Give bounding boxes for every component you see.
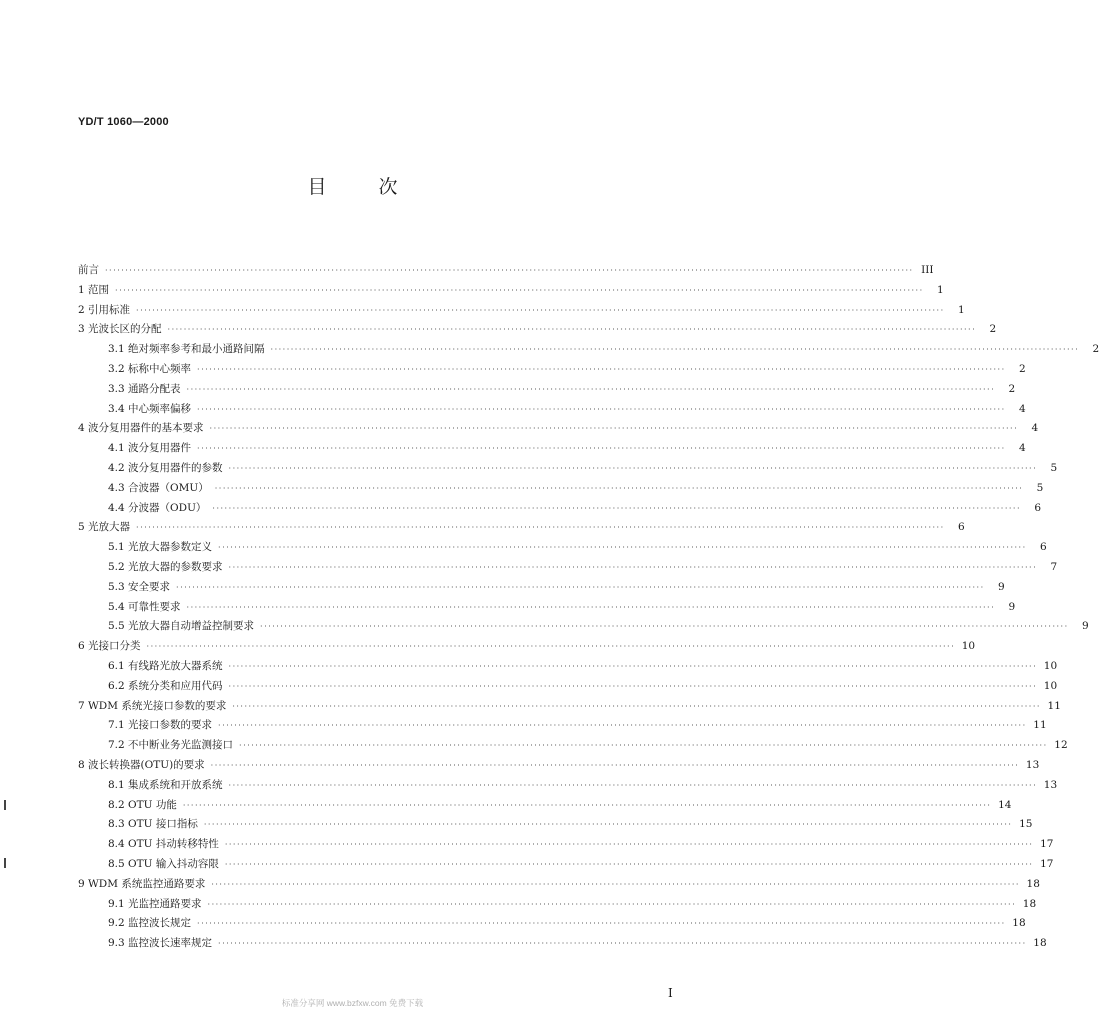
toc-entry-label: 6.1 有线路光放大器系统: [108, 659, 223, 672]
toc-entry-page: 7: [1050, 560, 1058, 573]
toc-entry[interactable]: [78, 360, 1026, 380]
toc-entry-label: 4 波分复用器件的基本要求: [78, 422, 204, 435]
scan-mark: [4, 858, 6, 868]
table-of-contents: [78, 261, 1099, 954]
toc-leader-dots: ········································································································································································································: [228, 562, 1038, 572]
toc-entry[interactable]: [78, 400, 1026, 420]
toc-entry-page: 18: [1033, 937, 1047, 950]
toc-entry-label: 5.5 光放大器自动增益控制要求: [108, 620, 255, 633]
toc-entry-page: 6: [1034, 501, 1042, 514]
toc-entry[interactable]: [78, 855, 1054, 875]
toc-entry-label: 3.3 通路分配表: [108, 382, 181, 395]
toc-entry-label: 8.5 OTU 输入抖动容限: [108, 857, 219, 870]
toc-leader-dots: ········································································································································································································: [260, 622, 1069, 632]
page-number: I: [668, 986, 673, 1000]
toc-entry-page: 4: [1018, 442, 1026, 455]
toc-entry[interactable]: [78, 281, 944, 301]
toc-entry-page: 10: [961, 640, 976, 653]
toc-entry-page: 18: [1012, 917, 1026, 930]
toc-leader-dots: ········································································································································································································: [186, 602, 996, 612]
toc-leader-dots: ········································································································································································································: [228, 463, 1038, 473]
toc-leader-dots: ········································································································································································································: [105, 266, 914, 275]
toc-entry[interactable]: [78, 895, 1037, 915]
toc-entry[interactable]: [78, 736, 1068, 756]
toc-leader-dots: ········································································································································································································: [218, 543, 1027, 553]
footer-watermark: 标准分享网 www.bzfxw.com 免费下载: [281, 998, 424, 1008]
toc-entry-page: 1: [957, 303, 965, 316]
toc-leader-dots: ········································································································································································································: [197, 364, 1006, 374]
toc-entry-label: 8 波长转换器(OTU)的要求: [78, 758, 205, 771]
toc-entry[interactable]: [78, 598, 1016, 618]
toc-entry-label: 4.3 合波器（OMU）: [108, 481, 209, 494]
toc-leader-dots: ········································································································································································································: [146, 642, 956, 652]
toc-entry[interactable]: [78, 459, 1058, 479]
toc-leader-dots: ········································································································································································································: [214, 483, 1024, 493]
toc-leader-dots: ········································································································································································································: [207, 899, 1017, 909]
toc-leader-dots: ········································································································································································································: [167, 325, 977, 335]
toc-leader-dots: ········································································································································································································: [186, 384, 996, 394]
toc-entry-page: 13: [1025, 758, 1040, 771]
toc-entry[interactable]: [78, 637, 976, 657]
toc-leader-dots: ········································································································································································································: [176, 582, 985, 592]
toc-entry[interactable]: [78, 479, 1044, 499]
toc-leader-dots: ········································································································································································································: [210, 760, 1020, 770]
toc-entry[interactable]: [78, 301, 965, 321]
toc-entry-label: 5.4 可靠性要求: [108, 600, 181, 613]
toc-leader-dots: ········································································································································································································: [239, 741, 1048, 751]
toc-entry-label: 5.1 光放大器参数定义: [108, 541, 213, 554]
toc-entry-label: 5 光放大器: [78, 521, 131, 534]
toc-entry-page: 2: [989, 323, 997, 336]
toc-entry[interactable]: [78, 815, 1033, 835]
toc-entry-page: 17: [1040, 857, 1054, 870]
toc-entry-label: 3.1 绝对频率参考和最小通路间隔: [108, 343, 265, 356]
toc-entry-page: 13: [1043, 778, 1058, 791]
toc-leader-dots: ········································································································································································································: [270, 345, 1080, 355]
toc-entry-page: 10: [1043, 659, 1058, 672]
toc-entry-page: 14: [998, 798, 1012, 811]
toc-entry-page: 18: [1026, 877, 1040, 890]
toc-entry-label: 7.2 不中断业务光监测接口: [108, 739, 234, 752]
toc-entry[interactable]: [78, 756, 1040, 776]
toc-entry-label: 6 光接口分类: [78, 640, 141, 653]
toc-entry-label: 7.1 光接口参数的要求: [108, 719, 213, 732]
toc-entry-label: 5.2 光放大器的参数要求: [108, 560, 223, 573]
toc-leader-dots: ········································································································································································································: [197, 404, 1006, 414]
toc-entry-label: 9.3 监控波长速率规定: [108, 937, 213, 950]
toc-entry[interactable]: [78, 934, 1047, 954]
toc-leader-dots: ········································································································································································································: [224, 859, 1034, 869]
toc-entry-label: 9.1 光监控通路要求: [108, 897, 202, 910]
toc-leader-dots: ········································································································································································································: [228, 780, 1038, 790]
toc-entry-page: 2: [1018, 362, 1026, 375]
toc-entry-page: 6: [1039, 541, 1047, 554]
toc-entry-label: 9.2 监控波长规定: [108, 917, 192, 930]
toc-leader-dots: ········································································································································································································: [182, 800, 992, 810]
toc-entry[interactable]: [78, 617, 1089, 637]
toc-entry-page: 1: [936, 283, 944, 296]
toc-entry-page: 4: [1018, 402, 1026, 415]
toc-leader-dots: ········································································································································································································: [197, 444, 1006, 454]
toc-entry-page: 2: [1092, 343, 1099, 356]
toc-leader-dots: ········································································································································································································: [228, 681, 1038, 691]
toc-entry[interactable]: [78, 320, 997, 340]
toc-entry[interactable]: [78, 340, 1099, 360]
toc-entry[interactable]: [78, 419, 1039, 439]
toc-entry[interactable]: [78, 716, 1047, 736]
page-title: 目次: [307, 176, 450, 198]
toc-entry-page: 11: [1047, 699, 1061, 712]
toc-leader-dots: ········································································································································································································: [224, 840, 1034, 850]
toc-entry-page: III: [921, 264, 934, 276]
toc-entry-page: 9: [997, 580, 1005, 593]
toc-entry[interactable]: [78, 835, 1054, 855]
toc-entry[interactable]: [78, 657, 1058, 677]
standard-code: YD/T 1060—2000: [78, 116, 169, 128]
toc-entry[interactable]: [78, 538, 1047, 558]
toc-leader-dots: ········································································································································································································: [203, 820, 1013, 830]
toc-entry[interactable]: [78, 261, 934, 281]
toc-entry-label: 3 光波长区的分配: [78, 323, 162, 336]
toc-entry-label: 3.4 中心频率偏移: [108, 402, 192, 415]
toc-entry-label: 前言: [78, 264, 99, 276]
toc-entry[interactable]: [78, 578, 1005, 598]
toc-leader-dots: ········································································································································································································: [218, 721, 1027, 731]
toc-entry[interactable]: [78, 697, 1061, 717]
toc-entry-page: 10: [1043, 679, 1058, 692]
toc-entry-label: 1 范围: [78, 283, 110, 296]
toc-entry-page: 11: [1033, 719, 1047, 732]
toc-entry-label: 4.2 波分复用器件的参数: [108, 461, 223, 474]
toc-entry-page: 17: [1040, 838, 1054, 851]
toc-entry-label: 4.1 波分复用器件: [108, 442, 192, 455]
toc-leader-dots: ········································································································································································································: [115, 285, 924, 295]
toc-entry[interactable]: [78, 499, 1042, 519]
toc-entry[interactable]: [78, 518, 965, 538]
toc-entry[interactable]: [78, 796, 1012, 816]
toc-leader-dots: ········································································································································································································: [218, 939, 1027, 949]
toc-entry[interactable]: [78, 677, 1058, 697]
toc-entry[interactable]: [78, 380, 1016, 400]
toc-entry-page: 12: [1054, 739, 1068, 752]
toc-entry-page: 9: [1008, 600, 1016, 613]
toc-entry-label: 2 引用标准: [78, 303, 131, 316]
toc-entry-label: 8.3 OTU 接口指标: [108, 818, 198, 831]
toc-leader-dots: ········································································································································································································: [232, 701, 1041, 711]
toc-entry-label: 8.2 OTU 功能: [108, 798, 177, 811]
toc-entry-label: 7 WDM 系统光接口参数的要求: [78, 699, 227, 712]
scan-mark: [4, 800, 6, 810]
toc-entry[interactable]: [78, 439, 1026, 459]
toc-entry-page: 2: [1008, 382, 1016, 395]
toc-leader-dots: ········································································································································································································: [209, 424, 1019, 434]
toc-leader-dots: ········································································································································································································: [228, 661, 1038, 671]
toc-entry-page: 9: [1081, 620, 1089, 633]
toc-entry-page: 5: [1050, 461, 1058, 474]
toc-leader-dots: ········································································································································································································: [211, 879, 1020, 889]
toc-leader-dots: ········································································································································································································: [136, 523, 945, 533]
toc-entry-page: 18: [1022, 897, 1037, 910]
toc-entry[interactable]: [78, 776, 1058, 796]
toc-entry-page: 15: [1019, 818, 1033, 831]
toc-entry-page: 4: [1031, 422, 1039, 435]
toc-leader-dots: ········································································································································································································: [212, 503, 1022, 513]
toc-entry-label: 4.4 分波器（ODU）: [108, 501, 207, 514]
toc-entry-label: 5.3 安全要求: [108, 580, 171, 593]
toc-entry[interactable]: [78, 875, 1040, 895]
toc-entry-page: 6: [957, 521, 965, 534]
toc-entry-page: 5: [1036, 481, 1044, 494]
toc-leader-dots: ········································································································································································································: [197, 919, 1006, 929]
toc-entry[interactable]: [78, 558, 1058, 578]
toc-leader-dots: ········································································································································································································: [136, 305, 945, 315]
toc-entry-label: 6.2 系统分类和应用代码: [108, 679, 223, 692]
toc-entry[interactable]: [78, 914, 1026, 934]
toc-entry-label: 8.4 OTU 抖动转移特性: [108, 838, 219, 851]
toc-entry-label: 3.2 标称中心频率: [108, 362, 192, 375]
toc-entry-label: 9 WDM 系统监控通路要求: [78, 877, 206, 890]
toc-entry-label: 8.1 集成系统和开放系统: [108, 778, 223, 791]
